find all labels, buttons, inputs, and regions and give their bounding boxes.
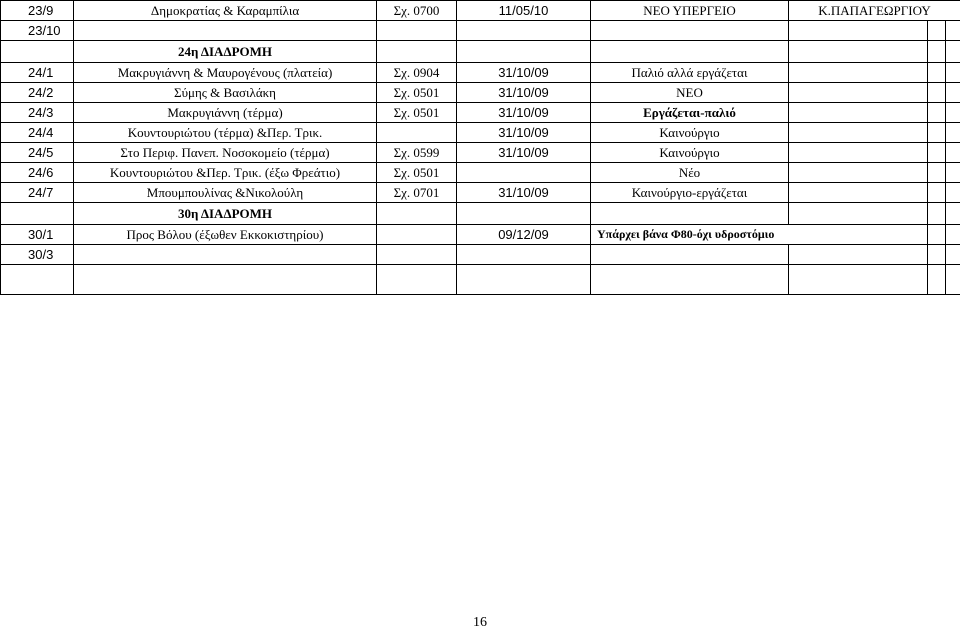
location-name: Σύμης & Βασιλάκη (74, 83, 377, 103)
spacer-cell (928, 103, 946, 123)
stop-id: 24/3 (1, 103, 74, 123)
stop-id: 30/3 (1, 245, 74, 265)
spacer-cell (928, 41, 946, 63)
spacer-cell (946, 143, 960, 163)
section-heading-24: 24η ΔΙΑΔΡΟΜΗ (74, 41, 377, 63)
spacer-cell (946, 163, 960, 183)
person (789, 123, 928, 143)
spacer-cell (946, 21, 960, 41)
spacer-cell (946, 41, 960, 63)
date: 31/10/09 (457, 83, 591, 103)
table-row (1, 63, 960, 83)
stop-id: 24/1 (1, 63, 74, 83)
status: ΝΕΟ ΥΠΕΡΓΕΙΟ (591, 1, 789, 21)
status (591, 203, 789, 225)
date (457, 21, 591, 41)
status: Καινούργιο (591, 143, 789, 163)
location-name: Μακρυγιάννη (τέρμα) (74, 103, 377, 123)
section-heading-row (1, 203, 960, 225)
table-row-empty (1, 265, 960, 295)
spacer-cell (928, 63, 946, 83)
table-row (1, 183, 960, 203)
person (789, 63, 928, 83)
scheme-code (377, 21, 457, 41)
person (789, 103, 928, 123)
stop-id (1, 203, 74, 225)
spacer-cell (928, 143, 946, 163)
status (591, 21, 789, 41)
person (789, 41, 928, 63)
location-name (74, 265, 377, 295)
scheme-code (377, 245, 457, 265)
scheme-code: Σχ. 0501 (377, 103, 457, 123)
spacer-cell (928, 245, 946, 265)
spacer-cell (928, 183, 946, 203)
status (591, 265, 789, 295)
scheme-code: Σχ. 0701 (377, 183, 457, 203)
scheme-code (377, 41, 457, 63)
spacer-cell (946, 245, 960, 265)
location-name (74, 245, 377, 265)
date: 09/12/09 (457, 225, 591, 245)
stop-id: 23/10 (1, 21, 74, 41)
table-row (1, 163, 960, 183)
spacer-cell (928, 265, 946, 295)
date: 11/05/10 (457, 1, 591, 21)
table-row (1, 21, 960, 41)
stop-id: 24/7 (1, 183, 74, 203)
section-heading-30: 30η ΔΙΑΔΡΟΜΗ (74, 203, 377, 225)
person (789, 83, 928, 103)
scheme-code (377, 203, 457, 225)
section-heading-row (1, 41, 960, 63)
spacer-cell (946, 183, 960, 203)
date: 31/10/09 (457, 63, 591, 83)
location-name: Δημοκρατίας & Καραμπίλια (74, 1, 377, 21)
scheme-code: Σχ. 0501 (377, 83, 457, 103)
location-name: Στο Περιφ. Πανεπ. Νοσοκομείο (τέρμα) (74, 143, 377, 163)
location-name (74, 21, 377, 41)
date: 31/10/09 (457, 143, 591, 163)
status (591, 41, 789, 63)
person (789, 21, 928, 41)
date (457, 41, 591, 63)
scheme-code: Σχ. 0599 (377, 143, 457, 163)
spacer-cell (946, 225, 960, 245)
person (789, 265, 928, 295)
table-row (1, 83, 960, 103)
spacer-cell (928, 225, 946, 245)
person (789, 183, 928, 203)
location-name: Μπουμπουλίνας &Νικολούλη (74, 183, 377, 203)
table-row (1, 123, 960, 143)
scheme-code: Σχ. 0700 (377, 1, 457, 21)
spacer-cell (928, 123, 946, 143)
spacer-cell (946, 265, 960, 295)
location-name: Μακρυγιάννη & Μαυρογένους (πλατεία) (74, 63, 377, 83)
location-name: Κουντουριώτου (τέρμα) &Περ. Τρικ. (74, 123, 377, 143)
scheme-code (377, 265, 457, 295)
table-row (1, 143, 960, 163)
spacer-cell (928, 163, 946, 183)
scheme-code (377, 123, 457, 143)
status: Νέο (591, 163, 789, 183)
stop-id: 24/5 (1, 143, 74, 163)
status: Υπάρχει βάνα Φ80-όχι υδροστόμιο (591, 225, 928, 245)
table-row (1, 103, 960, 123)
location-name: Προς Βόλου (έξωθεν Εκκοκιστηρίου) (74, 225, 377, 245)
stop-id: 24/4 (1, 123, 74, 143)
location-name: Κουντουριώτου &Περ. Τρικ. (έξω Φρεάτιο) (74, 163, 377, 183)
status: Καινούργιο (591, 123, 789, 143)
spacer-cell (928, 83, 946, 103)
scheme-code: Σχ. 0501 (377, 163, 457, 183)
person (789, 163, 928, 183)
stop-id: 23/9 (1, 1, 74, 21)
date (457, 163, 591, 183)
person: Κ.ΠΑΠΑΓΕΩΡΓΙΟΥ (789, 1, 960, 21)
date: 31/10/09 (457, 103, 591, 123)
status: Εργάζεται-παλιό (591, 103, 789, 123)
spacer-cell (946, 203, 960, 225)
person (789, 143, 928, 163)
table-row (1, 245, 960, 265)
spacer-cell (928, 21, 946, 41)
scheme-code (377, 225, 457, 245)
stop-id: 24/6 (1, 163, 74, 183)
date (457, 203, 591, 225)
spacer-cell (946, 83, 960, 103)
spacer-cell (946, 123, 960, 143)
scheme-code: Σχ. 0904 (377, 63, 457, 83)
date (457, 265, 591, 295)
spacer-cell (946, 63, 960, 83)
person (789, 245, 928, 265)
status: Καινούργιο-εργάζεται (591, 183, 789, 203)
spacer-cell (946, 103, 960, 123)
spacer-cell (928, 203, 946, 225)
page-number: 16 (473, 615, 487, 630)
date (457, 245, 591, 265)
stop-id (1, 265, 74, 295)
stop-id: 24/2 (1, 83, 74, 103)
date: 31/10/09 (457, 123, 591, 143)
person (789, 203, 928, 225)
table-row (1, 225, 960, 245)
status (591, 245, 789, 265)
status: Παλιό αλλά εργάζεται (591, 63, 789, 83)
status: ΝΕΟ (591, 83, 789, 103)
table-row (1, 1, 960, 21)
stop-id: 30/1 (1, 225, 74, 245)
stop-id (1, 41, 74, 63)
hydrant-table (0, 0, 960, 295)
date: 31/10/09 (457, 183, 591, 203)
